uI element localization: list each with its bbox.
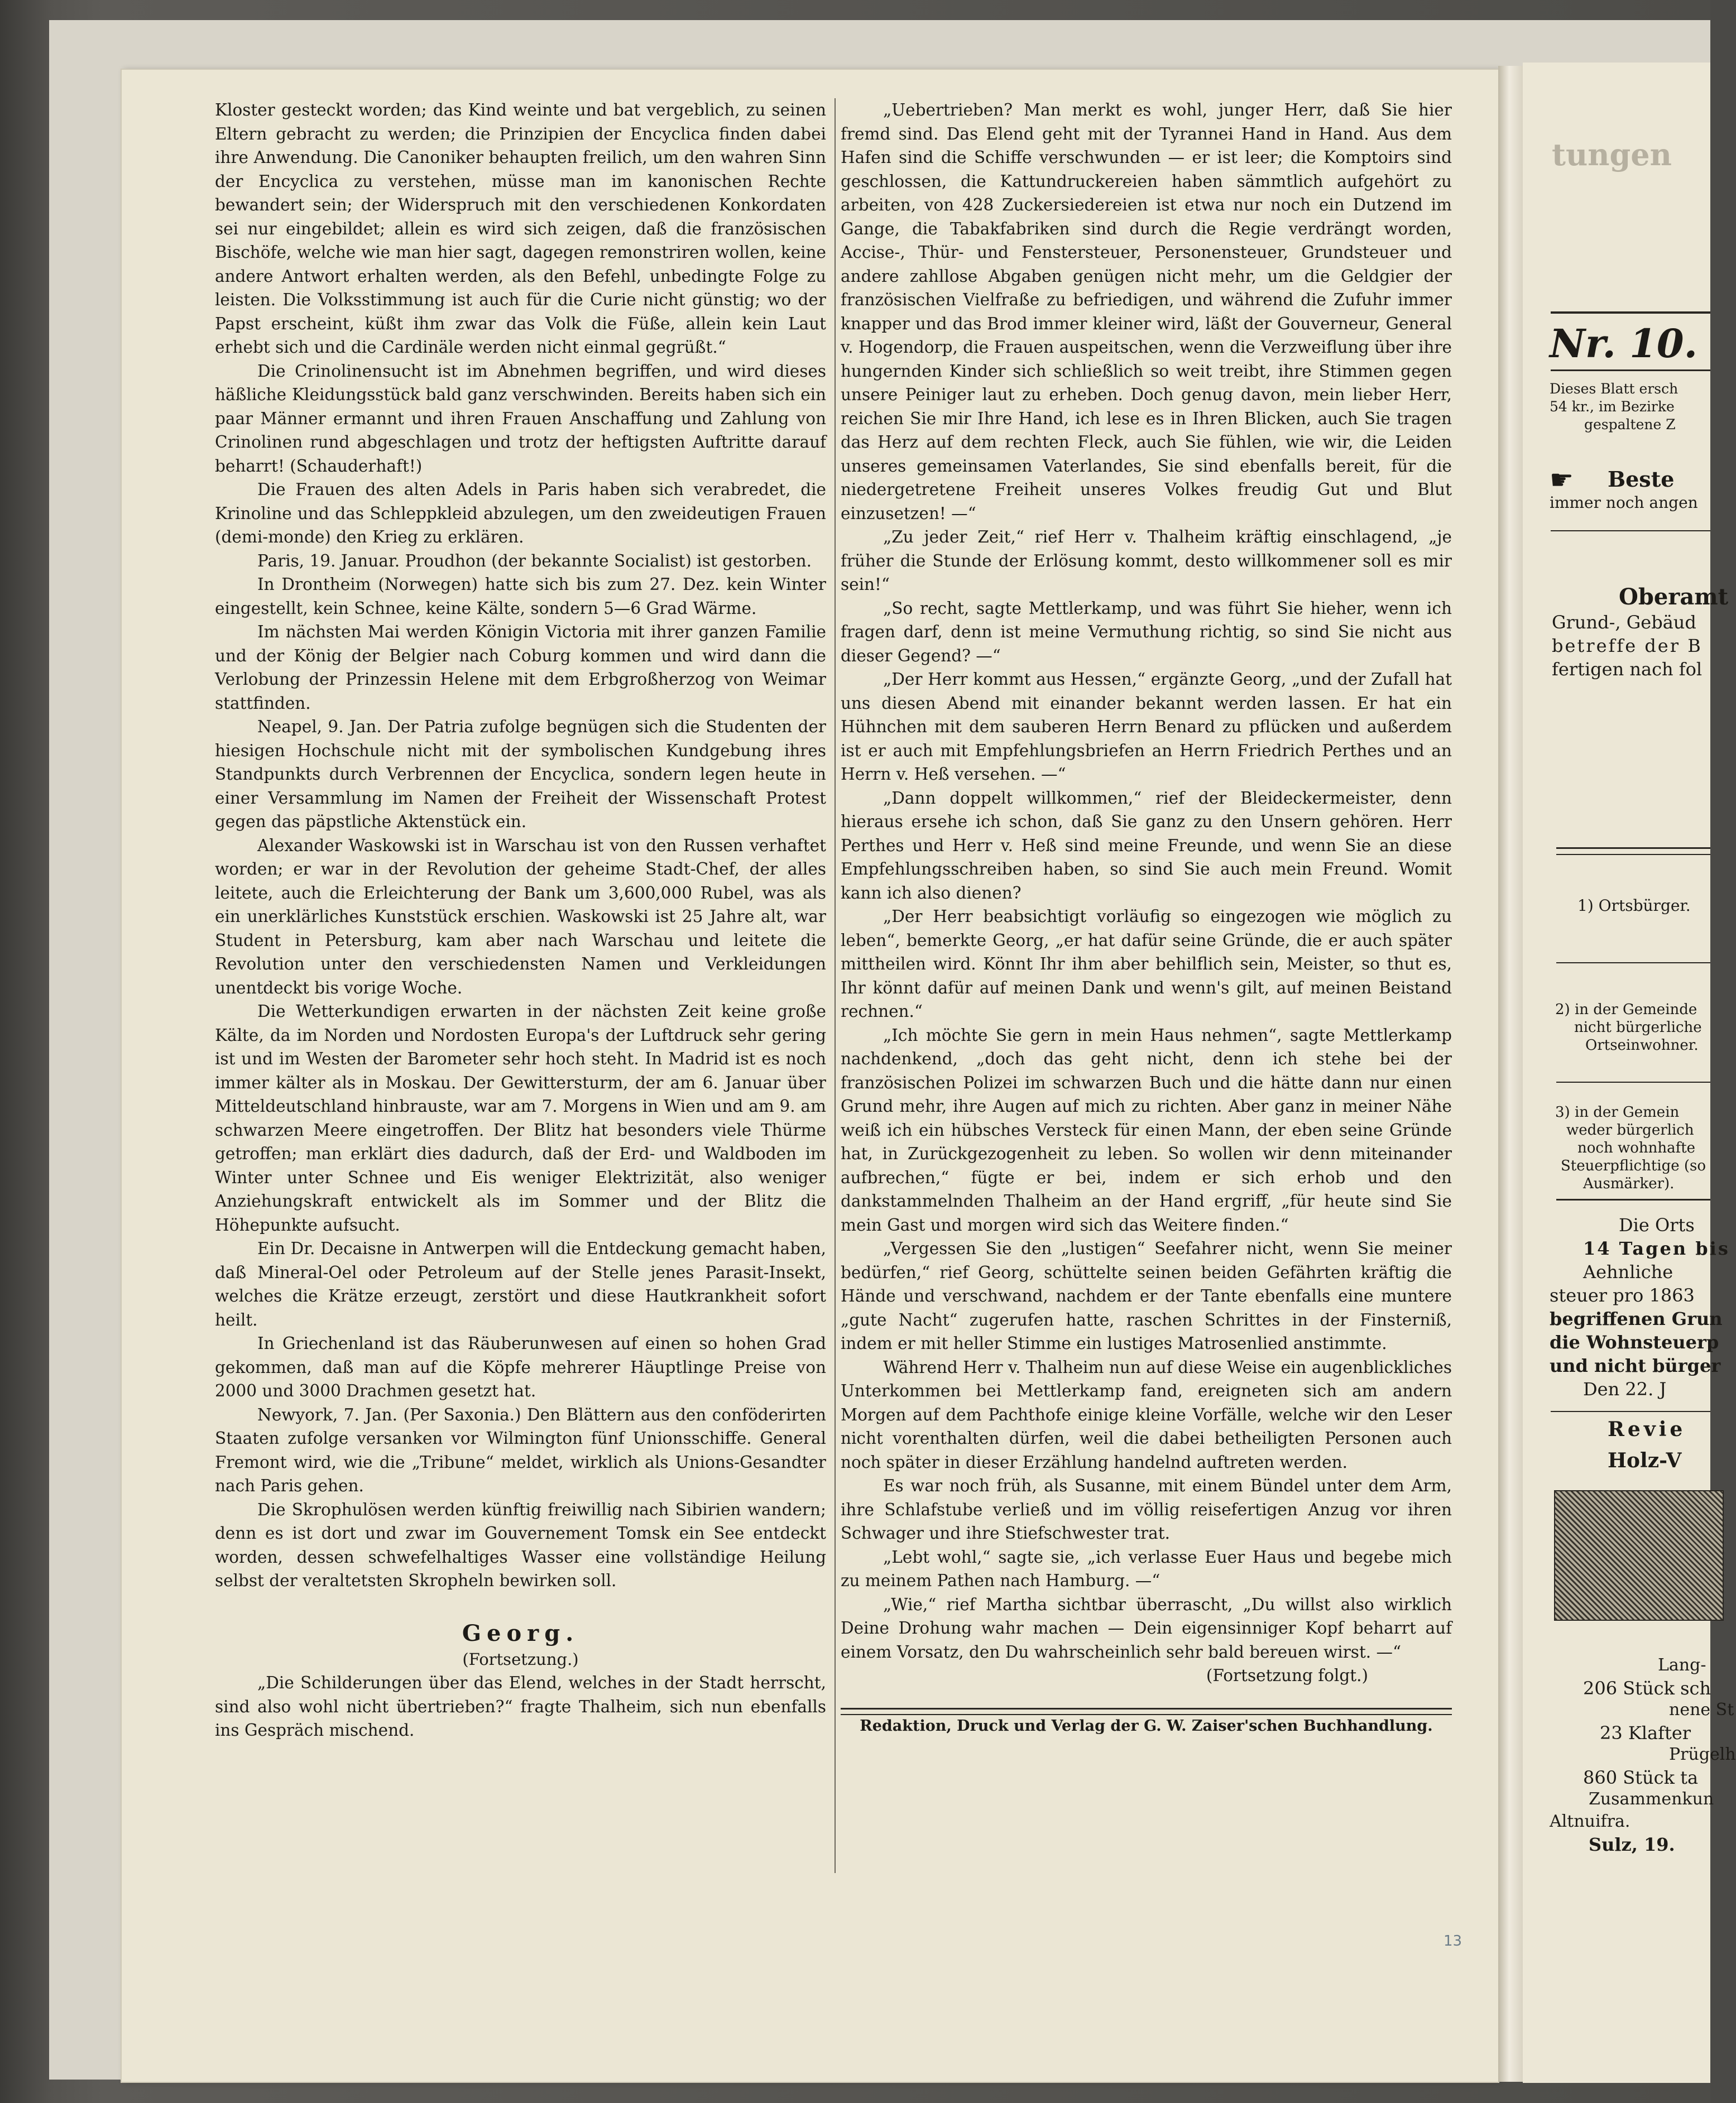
table-row-label: nicht bürgerliche bbox=[1574, 1019, 1702, 1036]
order-note: immer noch angen bbox=[1550, 493, 1698, 512]
holz-heading: Holz-V bbox=[1608, 1449, 1682, 1472]
table-row-label: Ausmärker). bbox=[1583, 1175, 1675, 1192]
news-item: Newyork, 7. Jan. (Per Saxonia.) Den Blättern aus den conföderirten Staaten zufolge versanken vor Wilmington fünf Unionsschiffe. General Fremont wird, wie die „Tribune“ meldet, wirklich als Unions-Gesandter nach Paris gehen. bbox=[215, 1405, 826, 1495]
column-divider bbox=[835, 98, 836, 1873]
story-paragraph: „Wie,“ rief Martha sichtbar überrascht, „Du willst also wirklich Deine Drohung wahr machen — Dein eigensinniger Kopf beharrt auf einem Vorsatz, den Du wahrscheinlich sehr bald bereuen wirst. —“ bbox=[841, 1595, 1452, 1662]
story-subtitle: (Fortsetzung.) bbox=[462, 1649, 579, 1669]
news-item: Im nächsten Mai werden Königin Victoria mit ihrer ganzen Familie und der König der Belgier nach Coburg kommen und wird dann die Verlobung der Prinzessin Helene mit dem Erbgroßherzog von Weimar stattfinden. bbox=[215, 622, 826, 713]
table-row-label: Steuerpflichtige (so bbox=[1561, 1158, 1706, 1174]
story-paragraph: Es war noch früh, als Susanne, mit einem Bündel unter dem Arm, ihre Schlafstube verließ und im völlig reisefertigen Anzug vor ihren Schwager und ihre Stiefschwester trat. bbox=[841, 1476, 1452, 1543]
auction-line: Prügelh bbox=[1669, 1745, 1736, 1764]
left-column bbox=[215, 98, 826, 1742]
table-row-label: weder bürgerlich bbox=[1566, 1122, 1694, 1139]
pointing-hand-icon: ☛ bbox=[1550, 464, 1574, 496]
notice-line: und nicht bürger bbox=[1550, 1355, 1721, 1376]
news-item: Die Skrophulösen werden künftig freiwillig nach Sibirien wandern; denn es ist dort und zwar im Gouvernement Tomsk ein See entdeckt worden, dessen schwefelhaltiges Wasser eine vollständige Heilung selbst der veraltetsten Skropheln bewirken soll. bbox=[215, 1500, 826, 1590]
auction-line: Zusammenkun bbox=[1589, 1789, 1714, 1809]
story-paragraph: „Lebt wohl,“ sagte sie, „ich verlasse Euer Haus und begebe mich zu meinem Pathen nach Hamburg. —“ bbox=[841, 1547, 1452, 1590]
table-rule bbox=[1556, 854, 1710, 855]
notice-line: 14 Tagen bis bbox=[1583, 1238, 1730, 1259]
news-item: Die Crinolinensucht ist im Abnehmen begriffen, und wird dieses häßliche Kleidungsstück bald ganz verschwinden. Bereits haben sich ein paar Männer ermannt und ihren Frauen Anschaffung und Zahlung von Crinolinen rund abgeschlagen und trotz der heftigsten Auftritte darauf beharrt! (Schauderhaft!) bbox=[215, 361, 826, 476]
notice-line: die Wohnsteuerp bbox=[1550, 1332, 1719, 1353]
table-rule bbox=[1556, 1082, 1710, 1083]
table-rule bbox=[1556, 1199, 1710, 1201]
masthead-rule bbox=[1551, 311, 1710, 314]
story-paragraph: „Zu jeder Zeit,“ rief Herr v. Thalheim kräftig einschlagend, „je früher die Stunde der Erlösung kommt, desto willkommener soll es mir sein!“ bbox=[841, 527, 1452, 594]
story-paragraph: „Die Schilderungen über das Elend, welches in der Stadt herrscht, sind also wohl nicht übertrieben?“ fragte Thalheim, sich nun ebenfalls ins Gespräch mischend. bbox=[215, 1673, 826, 1740]
story-paragraph: „So recht, sagte Mettlerkamp, und was führt Sie hieher, wenn ich fragen darf, denn ist meine Vermuthung richtig, so sind Sie nicht aus dieser Gegend? —“ bbox=[841, 598, 1452, 665]
notice-line: Den 22. J bbox=[1583, 1379, 1667, 1400]
page-fold bbox=[1498, 66, 1523, 2082]
news-item: Kloster gesteckt worden; das Kind weinte und bat vergeblich, zu seinen Eltern gebracht zu werden; die Prinzipien der Encyclica finden dabei ihre Anwendung. Die Canoniker behaupten freilich, um den wahren Sinn der Encyclica zu verstehen, müsse man im kanonischen Rechte bewandert sein; der Widerspruch mit den verschiedenen Konkordaten sei nur eingebildet; allein es wird sich zeigen, daß die französischen Bischöfe, welche wie man hier sagt, dagegen remonstriren wollen, keine andere Antwort erhalten werden, als den Befehl, unbedingte Folge zu leisten. Die Volksstimmung ist auch für die Curie nicht günstig; wo der Papst erscheint, küßt ihm zwar das Volk die Füße, allein kein Laut erhebt sich und die Cardinäle werden nicht einmal gegrüßt.“ bbox=[215, 100, 826, 357]
imprint-rule bbox=[841, 1708, 1452, 1715]
table-row-label: 2) in der Gemeinde bbox=[1555, 1001, 1697, 1018]
order-heading: Beste bbox=[1608, 467, 1675, 492]
notice-line: Die Orts bbox=[1619, 1214, 1695, 1236]
story-paragraph: „Dann doppelt willkommen,“ rief der Bleideckermeister, denn hieraus ersehe ich schon, daß Sie ganz zu den Unsern gehören. Herr Perthes und Herr v. Heß sind meine Freunde, und wenn Sie an diese Empfehlungsschreiben haben, so sind Sie auch mein Freund. Womit kann ich also dienen? bbox=[841, 788, 1452, 902]
notice-line: steuer pro 1863 bbox=[1550, 1285, 1695, 1306]
notice-line: begriffenen Grun bbox=[1550, 1308, 1723, 1329]
issue-number: Nr. 10. bbox=[1550, 320, 1697, 367]
news-item: In Griechenland ist das Räuberunwesen auf einen so hohen Grad gekommen, daß man auf die Köpfe mehrerer Häuptlinge Preise von 2000 und 3000 Drachmen gesetzt hat. bbox=[215, 1334, 826, 1400]
table-row-label: 1) Ortsbürger. bbox=[1577, 896, 1691, 915]
table-row-label: Ortseinwohner. bbox=[1585, 1037, 1699, 1054]
notice-line: betreffe der B bbox=[1552, 635, 1703, 656]
subscription-notice: Dieses Blatt ersch bbox=[1550, 381, 1679, 397]
news-item: Ein Dr. Decaisne in Antwerpen will die Entdeckung gemacht haben, daß Mineral-Oel oder Petroleum auf der Stelle jenes Parasit-Insekt, welches die Krätze erzeugt, zerstört und diese Hautkrankheit sofort heilt. bbox=[215, 1239, 826, 1329]
notice-line: Grund-, Gebäud bbox=[1552, 612, 1696, 633]
story-paragraph: „Vergessen Sie den „lustigen“ Seefahrer nicht, wenn Sie meiner bedürfen,“ rief Georg, schüttelte seinen beiden Gefährten kräftig die Hände und verschwand, nachdem er der Tante ebenfalls eine muntere „gute Nacht“ zugerufen hatte, raschen Schrittes in der Finsterniß, indem er mit heller Stimme ein lustiges Matrosenlied anstimmte. bbox=[841, 1239, 1452, 1353]
auction-line: Lang- bbox=[1658, 1655, 1706, 1675]
story-paragraph: „Der Herr beabsichtigt vorläufig so eingezogen wie möglich zu leben“, bemerkte Georg, „er hat dafür seine Gründe, die er auch später mittheilen wird. Könnt Ihr ihm aber behilflich sein, Meister, so thut es, Ihr könnt dafür auf meinen Dank und wenn's gilt, auf meinen Beistand rechnen.“ bbox=[841, 907, 1452, 1021]
news-item: In Drontheim (Norwegen) hatte sich bis zum 27. Dez. kein Winter eingestellt, kein Schnee, keine Kälte, sondern 5—6 Grad Wärme. bbox=[215, 575, 826, 618]
imprint-line: Redaktion, Druck und Verlag der G. W. Zaiser'schen Buchhandlung. bbox=[860, 1717, 1433, 1735]
story-paragraph: Während Herr v. Thalheim nun auf diese Weise ein augenblickliches Unterkommen bei Mettlerkamp fand, ereigneten sich am andern Morgen auf dem Pachthofe einige kleine Vorfälle, welche wir den Leser nicht vorenthalten dürfen, weil die dabei betheiligten Personen auch noch später in dieser Erzählung handelnd auftreten werden. bbox=[841, 1357, 1452, 1472]
section-rule bbox=[1551, 1411, 1710, 1412]
revier-heading: Revie bbox=[1608, 1418, 1686, 1441]
masthead-rule bbox=[1551, 369, 1710, 371]
subscription-notice: 54 kr., im Bezirke bbox=[1550, 398, 1675, 415]
oberamt-heading: Oberamt bbox=[1619, 584, 1729, 610]
table-row-label: noch wohnhafte bbox=[1577, 1140, 1696, 1156]
auction-line: Sulz, 19. bbox=[1589, 1834, 1675, 1855]
auction-line: Altnuifra. bbox=[1550, 1812, 1631, 1831]
notice-line: Aehnliche bbox=[1583, 1261, 1673, 1283]
news-item: Paris, 19. Januar. Proudhon (der bekannte Socialist) ist gestorben. bbox=[257, 551, 812, 570]
table-rule bbox=[1556, 847, 1710, 849]
subscription-notice: gespaltene Z bbox=[1584, 416, 1676, 433]
right-column bbox=[841, 98, 1452, 1737]
story-paragraph: „Ich möchte Sie gern in mein Haus nehmen“, sagte Mettlerkamp nachdenkend, „doch das geht nicht, denn ich stehe bei der französischen Polizei im schwarzen Buch und die hätte dann nur einen Grund mehr, ihre Augen auf mich zu richten. Aber ganz in meiner Nähe weiß ich ein hübsches Versteck für einen Mann, der eben seine Gründe hat, in Zurückgezogenheit zu leben. So wollen wir denn miteinander aufbrechen,“ fügte er bei, indem er sich erhob und den dankstammelnden Thalheim an der Hand ergriff, „für heute sind Sie mein Gast und morgen wird sich das Weitere finden.“ bbox=[841, 1025, 1452, 1235]
news-item: Die Frauen des alten Adels in Paris haben sich verabredet, die Krinoline und das Schleppkleid abzulegen, um den zweideutigen Frauen (demi-monde) den Krieg zu erklären. bbox=[215, 480, 826, 546]
auction-line: 206 Stück sch bbox=[1583, 1678, 1711, 1699]
story-paragraph: „Der Herr kommt aus Hessen,“ ergänzte Georg, „und der Zufall hat uns diesen Abend mit einander bekannt werden lassen. Er hat ein Hühnchen mit dem sauberen Herrn Benard zu pflücken und außerdem ist er auch mit Empfehlungsbriefen an Herrn Friedrich Perthes und an Herrn v. Heß versehen. —“ bbox=[841, 670, 1452, 784]
woodcut-illustration bbox=[1554, 1490, 1724, 1621]
table-rule bbox=[1556, 962, 1710, 963]
news-item: Neapel, 9. Jan. Der Patria zufolge begnügen sich die Studenten der hiesigen Hochschule nicht mit der symbolischen Kundgebung ihres Standpunkts durch Verbrennen der Encyclica, sondern legen heute in einer Versammlung im Namen der Freiheit der Wissenschaft Protest gegen das päpstliche Aktenstück ein. bbox=[215, 717, 826, 831]
story-paragraph: „Uebertrieben? Man merkt es wohl, junger Herr, daß Sie hier fremd sind. Das Elend geht mit der Tyrannei Hand in Hand. Aus dem Hafen sind die Schiffe verschwunden — er ist leer; die Komptoirs sind geschlossen, die Kattundruckereien haben sämmtlich aufgehört zu arbeiten, von 428 Zuckersiedereien ist etwa nur noch ein Dutzend im Gange, die Tabakfabriken sind durch die Regie verdrängt worden, Accise-, Thür- und Fenstersteuer, Personensteuer, Grundsteuer und andere zahllose Abgaben genügen nicht mehr, um die Geldgier der französischen Vielfraße zu befriedigen, und während die Zufuhr immer knapper und das Brod immer kleiner wird, läßt der Gouverneur, General v. Hogendorp, die Frauen auspeitschen, wenn die Verzweiflung über ihre hungernden Kinder sich schließlich so weit treibt, ihre Stimmen gegen unsere Peiniger laut zu erheben. Doch genug davon, mein lieber Herr, reichen Sie mir Ihre Hand, ich lese es in Ihren Blicken, auch Sie tragen das Herz auf dem rechten Fleck, auch Sie fühlen, wie wir, die Leiden unseres gemeinsamen Vaterlandes, Sie sind ebenfalls bereit, für die niedergetretene Freiheit unseres Volkes freudig Gut und Blut einzusetzen! —“ bbox=[841, 100, 1452, 523]
news-item: Die Wetterkundigen erwarten in der nächsten Zeit keine große Kälte, da im Norden und Nordosten Europa's der Luftdruck sehr gering ist und im Westen der Barometer sehr hoch steht. In Madrid ist es noch immer kälter als in Moskau. Der Gewittersturm, der am 6. Januar über Mitteldeutschland hinbrauste, war am 7. Morgens in Wien und am 9. am schwarzen Meere eingetroffen. Der Blitz hat besonders viele Thürme getroffen; man erklärt dies dadurch, daß der Erd- und Waldboden im Winter unter Schnee und Eis weniger Elektrizität, also weniger Anziehungskraft entwickelt als im Sommer und der Blitz die Höhepunkte aufsucht. bbox=[215, 1002, 826, 1235]
auction-line: 23 Klafter bbox=[1600, 1722, 1691, 1744]
continued-note: (Fortsetzung folgt.) bbox=[1206, 1666, 1368, 1685]
page-number: 13 bbox=[1444, 1933, 1462, 1950]
notice-line: fertigen nach fol bbox=[1552, 659, 1703, 680]
auction-line: nene St bbox=[1669, 1700, 1734, 1720]
news-item: Alexander Waskowski ist in Warschau ist von den Russen verhaftet worden; er war in der Revolution der geheime Stadt-Chef, der alles leitete, auch die Erleichterung der Bank um 3,600,000 Rubel, was als ein unerklärliches Kunststück erschien. Waskowski ist 25 Jahre alt, war Student in Petersburg, kam aber nach Warschau und leitete die Revolution unter den verschiedensten Namen und Verkleidungen unentdeckt bis vorige Woche. bbox=[215, 836, 826, 997]
show-through-text: tungen bbox=[1552, 137, 1672, 172]
auction-line: 860 Stück ta bbox=[1583, 1767, 1699, 1788]
section-rule bbox=[1551, 530, 1710, 531]
story-title: Georg. bbox=[462, 1620, 579, 1646]
table-row-label: 3) in der Gemein bbox=[1555, 1104, 1680, 1121]
